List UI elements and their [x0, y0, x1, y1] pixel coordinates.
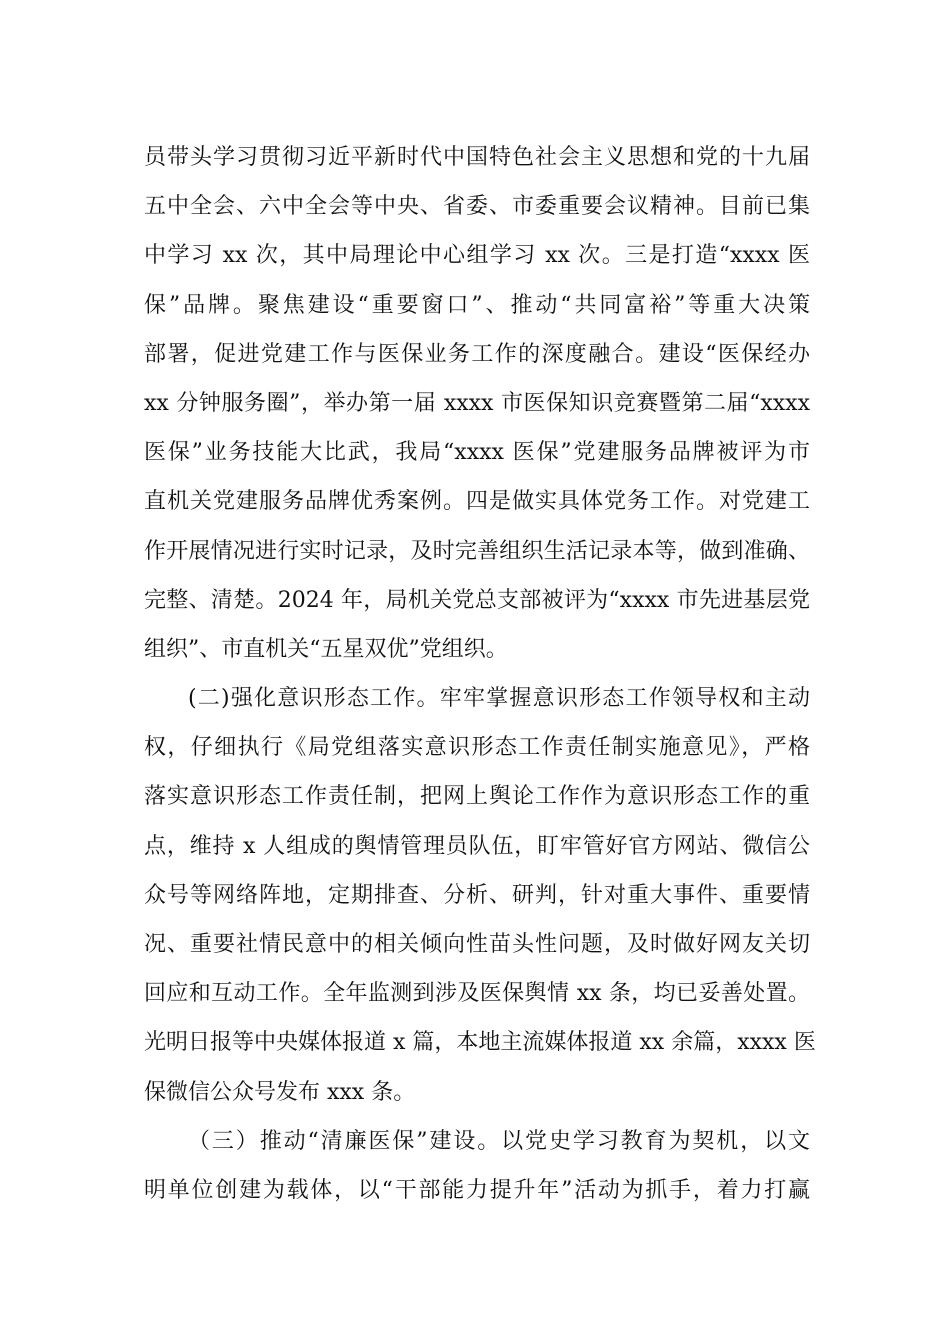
text-line: 中学习 xx 次，其中局理论中心组学习 xx 次。三是打造“xxxx 医: [144, 243, 810, 269]
text-line: xx 分钟服务圈”，举办第一届 xxxx 市医保知识竞赛暨第二届“xxxx: [144, 390, 810, 416]
paragraph-clean-medical-insurance: [144, 1117, 810, 1215]
text-line: （三）推动“清廉医保”建设。以党史学习教育为契机，以文: [188, 1128, 810, 1154]
text-line: 众号等网络阵地，定期排查、分析、研判，针对重大事件、重要情: [144, 882, 810, 908]
text-line: 保”品牌。聚焦建设“重要窗口”、推动“共同富裕”等重大决策: [144, 292, 810, 318]
text-line: 保微信公众号发布 xxx 条。: [144, 1079, 416, 1105]
text-line: (二)强化意识形态工作。牢牢掌握意识形态工作领导权和主动: [188, 686, 810, 712]
document-body: [144, 133, 816, 1215]
paragraph-party-building: [144, 133, 810, 674]
text-line: 权，仔细执行《局党组落实意识形态工作责任制实施意见》，严格: [144, 735, 810, 761]
text-line: 部署，促进党建工作与医保业务工作的深度融合。建设“医保经办: [144, 341, 810, 367]
text-line: 光明日报等中央媒体报道 x 篇，本地主流媒体报道 xx 余篇，xxxx 医: [144, 1030, 816, 1056]
text-line: 医保”业务技能大比武，我局“xxxx 医保”党建服务品牌被评为市: [144, 440, 810, 466]
text-line: 员带头学习贯彻习近平新时代中国特色社会主义思想和党的十九届: [144, 145, 810, 170]
text-line: 回应和互动工作。全年监测到涉及医保舆情 xx 条，均已妥善处置。: [144, 981, 810, 1007]
text-line: 作开展情况进行实时记录，及时完善组织生活记录本等，做到准确、: [144, 538, 810, 564]
text-line: 落实意识形态工作责任制，把网上舆论工作作为意识形态工作的重: [144, 784, 810, 810]
paragraph-ideology-work: [144, 674, 816, 1117]
text-line: 组织”、市直机关“五星双优”党组织。: [144, 636, 508, 662]
text-line: 明单位创建为载体，以“干部能力提升年”活动为抓手，着力打赢: [144, 1177, 810, 1203]
text-line: 完整、清楚。2024 年，局机关党总支部被评为“xxxx 市先进基层党: [144, 587, 810, 613]
text-line: 直机关党建服务品牌优秀案例。四是做实具体党务工作。对党建工: [144, 489, 810, 515]
text-line: 五中全会、六中全会等中央、省委、市委重要会议精神。目前已集: [144, 194, 810, 220]
text-line: 点，维持 x 人组成的舆情管理员队伍，盯牢管好官方网站、微信公: [144, 833, 810, 859]
text-line: 况、重要社情民意中的相关倾向性苗头性问题，及时做好网友关切: [144, 932, 810, 957]
